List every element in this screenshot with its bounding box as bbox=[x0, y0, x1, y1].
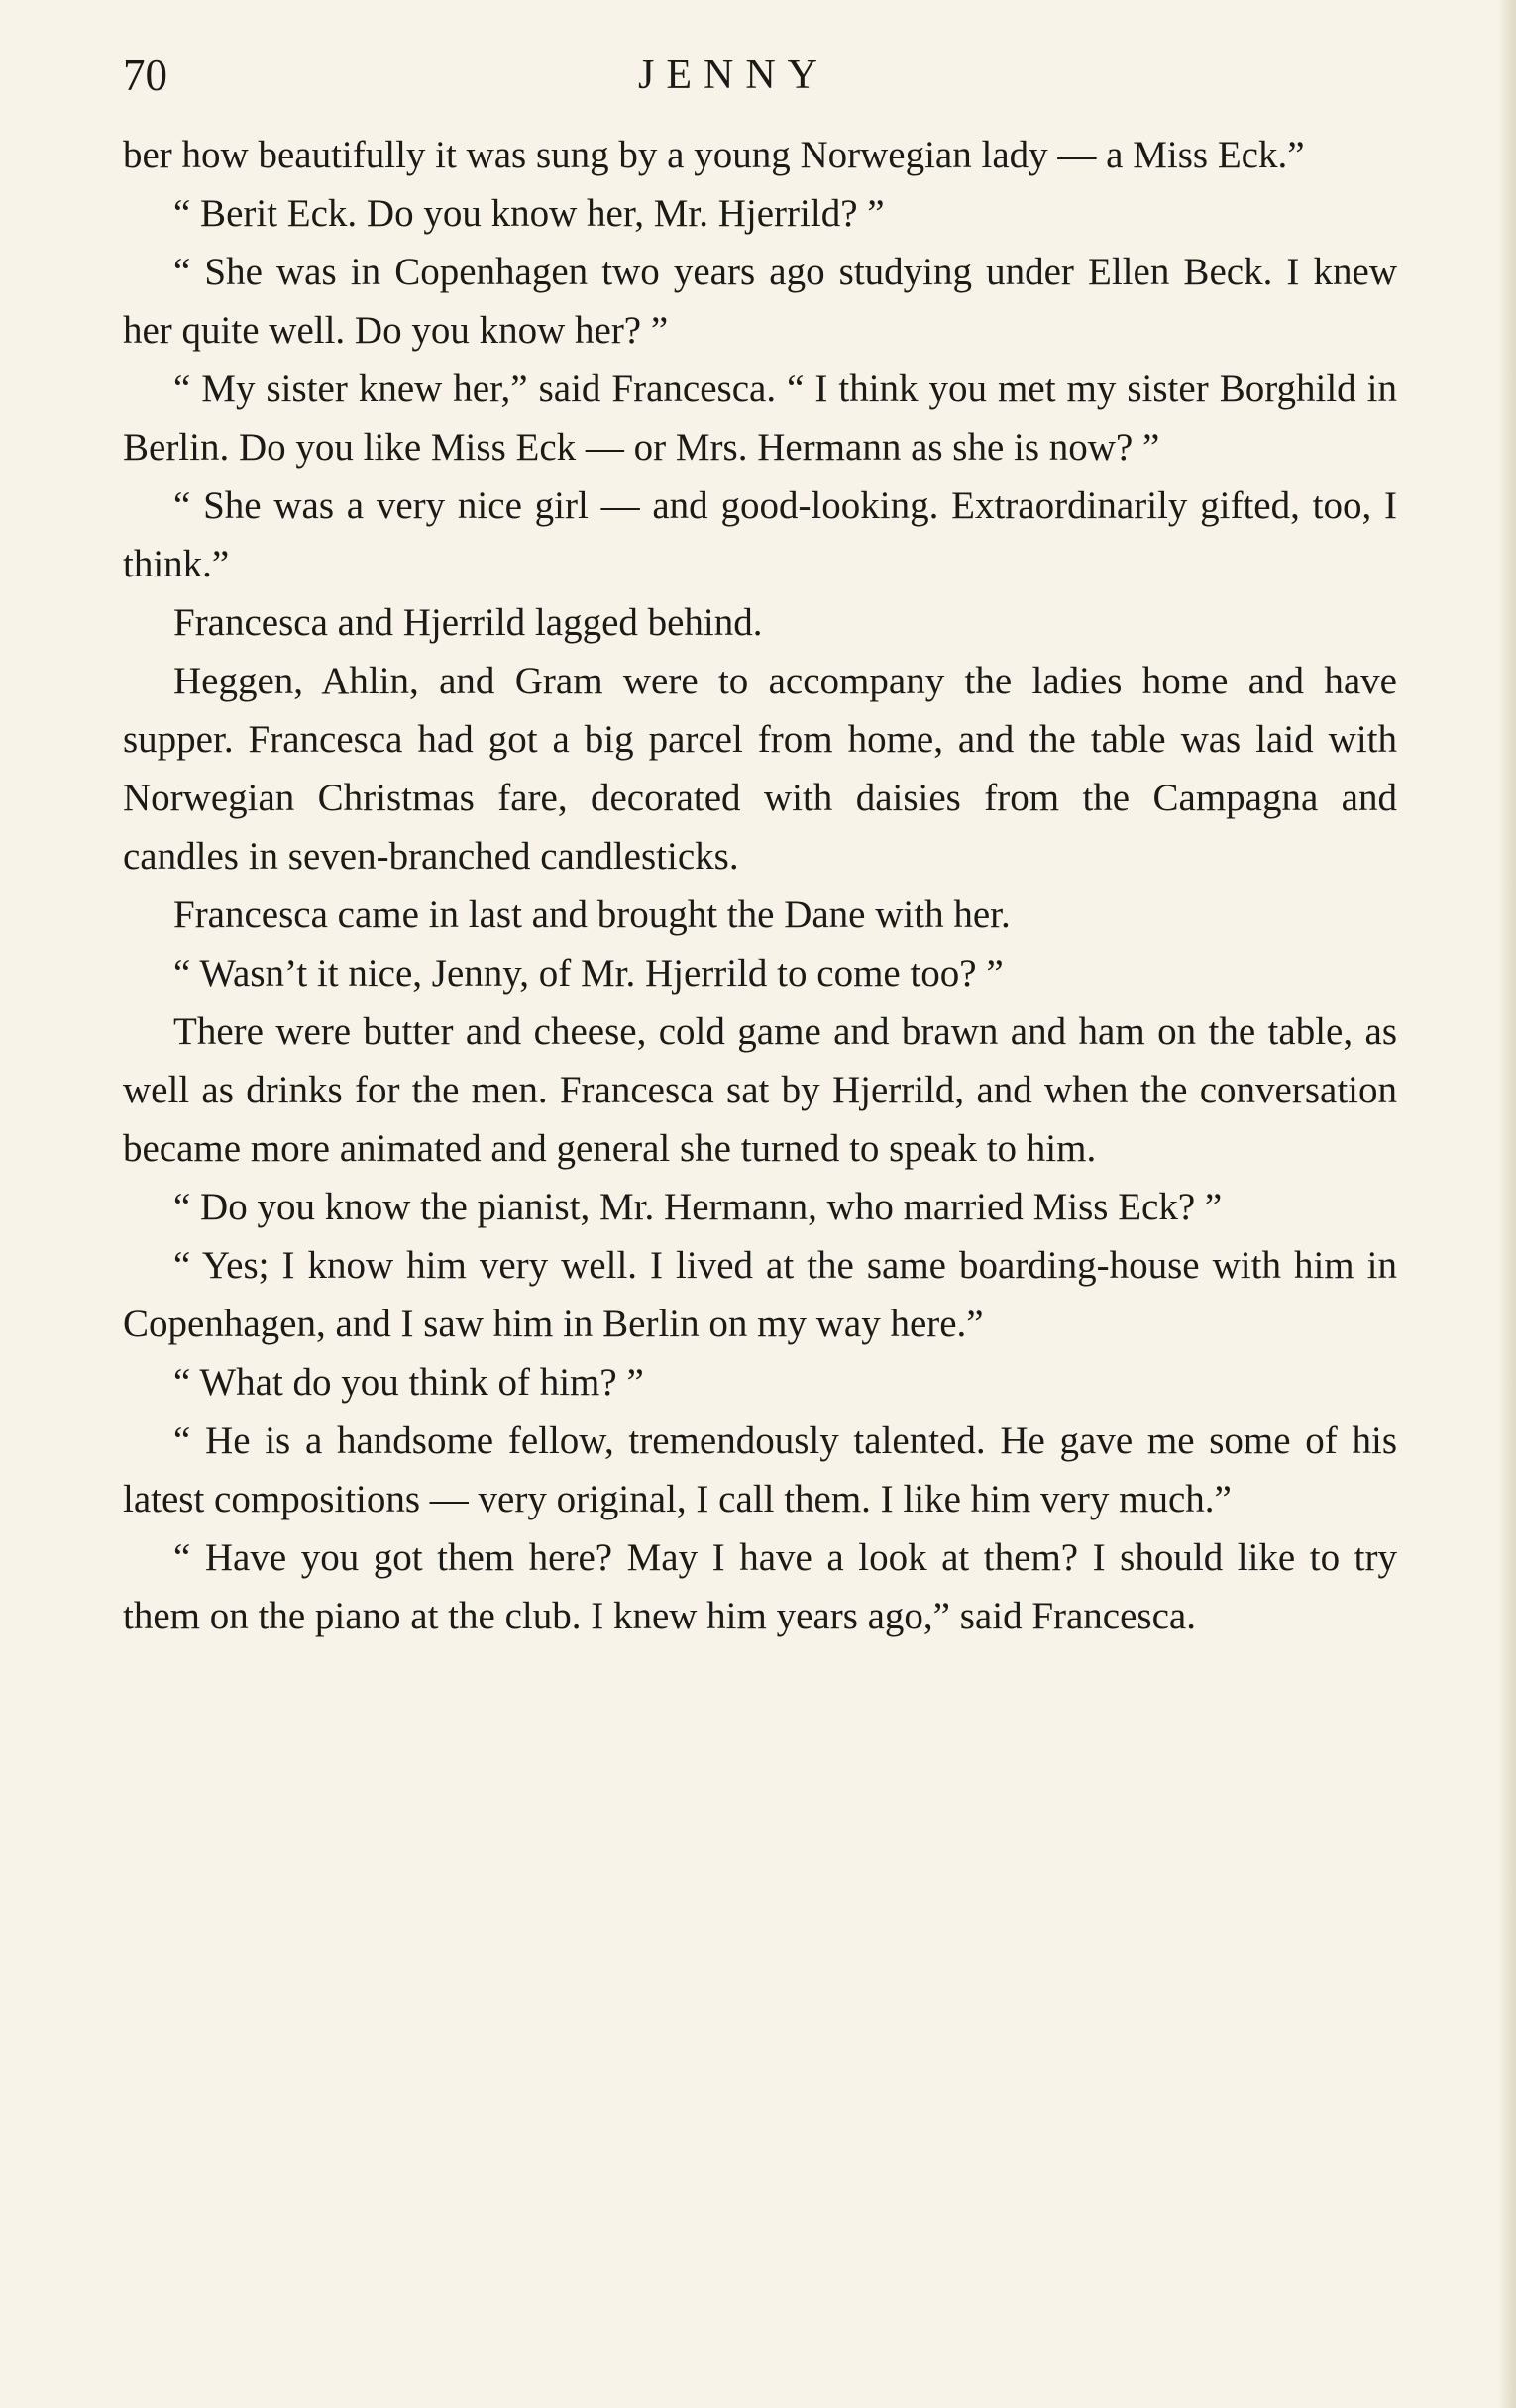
paragraph-continued: ber how beautifully it was sung by a young Norwegian lady — a Miss Eck.” bbox=[123, 134, 1305, 176]
paragraph: “ Do you know the pianist, Mr. Hermann, who married Miss Eck? ” bbox=[173, 1186, 1223, 1228]
paragraph: “ What do you think of him? ” bbox=[173, 1361, 644, 1404]
paragraph: “ Wasn’t it nice, Jenny, of Mr. Hjerrild to come too? ” bbox=[173, 952, 1004, 995]
paragraph: Francesca and Hjerrild lagged behind. bbox=[173, 601, 763, 644]
paragraph: There were butter and cheese, cold game and brawn and ham on the table, as well as drinks for the men. Francesca sat by Hjerrild, and when the conversation became more animated and general she turned to speak to him. bbox=[123, 1010, 1397, 1170]
paragraph: Francesca came in last and brought the Dane with her. bbox=[173, 893, 1011, 936]
paragraph: “ Have you got them here? May I have a look at them? I should like to try them on the piano at the club. I knew him years ago,” said Francesca. bbox=[123, 1536, 1397, 1637]
paragraph: Heggen, Ahlin, and Gram were to accompany the ladies home and have supper. Francesca had got a big parcel from home, and the table was laid with Norwegian Christmas fare, decorated with daisies from the Campagna and candles in seven-branched candlesticks. bbox=[123, 660, 1397, 878]
body-text bbox=[123, 126, 1397, 1645]
paragraph: “ Berit Eck. Do you know her, Mr. Hjerrild? ” bbox=[173, 192, 885, 235]
paragraph: “ My sister knew her,” said Francesca. “ I think you met my sister Borghild in Berlin. Do you like Miss Eck — or Mrs. Hermann as she is now? ” bbox=[123, 367, 1397, 469]
page-header bbox=[123, 46, 1397, 105]
running-title: JENNY bbox=[638, 52, 829, 98]
paragraph: “ She was a very nice girl — and good-looking. Extraordinarily gifted, too, I think.” bbox=[123, 484, 1397, 585]
page-edge-shadow bbox=[1498, 0, 1516, 2408]
paragraph: “ She was in Copenhagen two years ago studying under Ellen Beck. I knew her quite well. Do you know her? ” bbox=[123, 251, 1397, 352]
paragraph: “ Yes; I know him very well. I lived at the same boarding-house with him in Copenhagen, and I saw him in Berlin on my way here.” bbox=[123, 1244, 1397, 1345]
page-number: 70 bbox=[123, 51, 167, 100]
paragraph: “ He is a handsome fellow, tremendously talented. He gave me some of his latest compositions — very original, I call them. I like him very much.” bbox=[123, 1419, 1397, 1520]
